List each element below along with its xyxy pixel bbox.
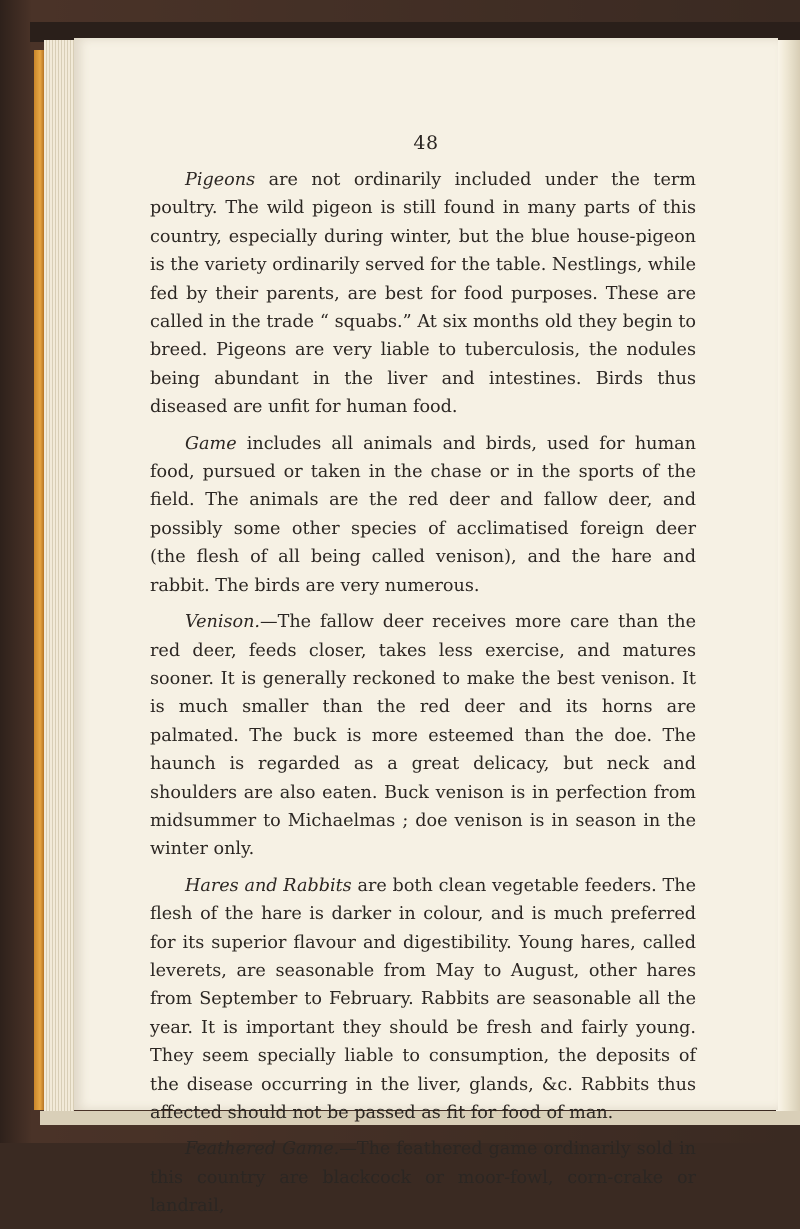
- paragraph-lead: Feathered Game.: [185, 1139, 340, 1160]
- paragraph-feathered-game: [150, 1135, 696, 1220]
- paragraph-lead: Game: [185, 433, 237, 454]
- paragraph-lead: Hares and Rabbits: [185, 875, 352, 896]
- paragraph-text: includes all animals and birds, used for human food, pursued or taken in the chase or in the sports of the field. The animals are the red deer and fallow deer, and possibly some other species of acclimatised foreign deer (the flesh of all being called venison), and the hare and rabbit. The birds are very numerous.: [150, 433, 696, 596]
- page-edge-strip: [34, 50, 44, 1110]
- page-number: 48: [413, 132, 439, 154]
- paragraph-text: —The fallow deer receives more care than the red deer, feeds closer, takes less exercise, and matures sooner. It is generally reckoned to make the best venison. It is much smaller than the red deer and its horns are palmated. The buck is more esteemed than the doe. The haunch is regarded as a great delicacy, but neck and shoulders are also eaten. Buck venison is in perfection from midsummer to Michaelmas ; doe venison is in season in the winter only.: [150, 612, 696, 860]
- paragraph-lead: Pigeons: [185, 170, 256, 190]
- stacked-page-edges: [44, 40, 74, 1116]
- paragraph-lead: Venison.: [185, 612, 261, 633]
- paragraph-pigeons: [150, 166, 696, 422]
- page-body: [150, 166, 696, 1229]
- paragraph-text: are both clean vegetable feeders. The flesh of the hare is darker in colour, and is much preferred for its superior flavour and digestibility. Young hares, called leverets, are seasonable from May to August, other hares from September to February. Rabbits are seasonable all the year. It is important they should be fresh and fairly young. They seem specially liable to consumption, the deposits of the disease occurring in the liver, glands, &c. Rabbits thus affected should not be passed as fit for food of man.: [150, 875, 696, 1123]
- paragraph-text: are not ordinarily included under the term poultry. The wild pigeon is still found in many parts of this country, especially during winter, but the blue house-pigeon is the variety ordinarily served for the table. Nestlings, while fed by their parents, are best for food purposes. These are called in the trade “ squabs.” At six months old they begin to breed. Pigeons are very liable to tuberculosis, the nodules being abundant in the liver and intestines. Birds thus diseased are unfit for human food.: [150, 170, 696, 418]
- paragraph-game: [150, 430, 696, 600]
- paragraph-hares-rabbits: [150, 872, 696, 1128]
- paragraph-text: —The feathered game ordinarily sold in this country are blackcock or moor-fowl, corn-crake or landrail,: [150, 1139, 696, 1217]
- paragraph-venison: [150, 608, 696, 864]
- right-board-edge: [776, 40, 800, 1120]
